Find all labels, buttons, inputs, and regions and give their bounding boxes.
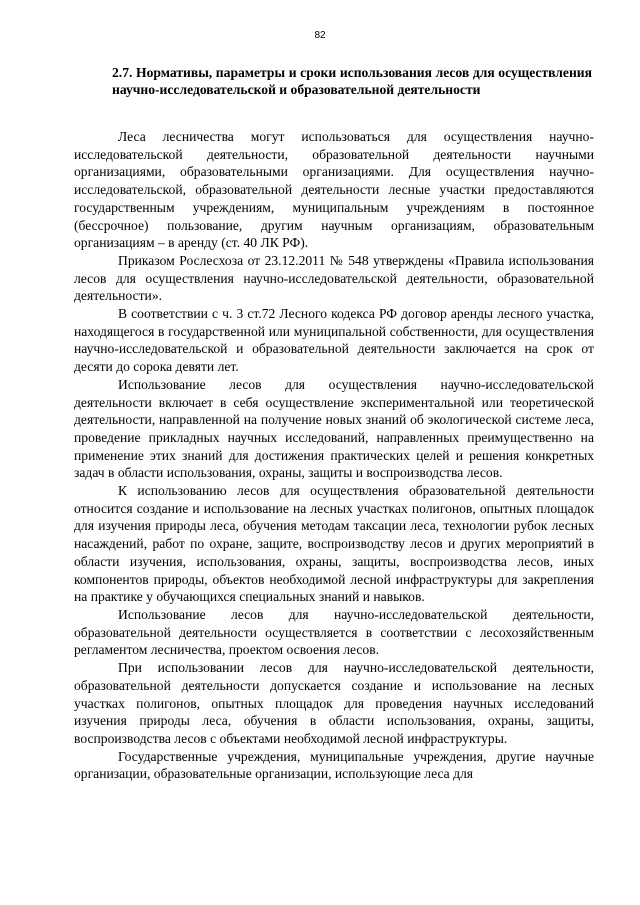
page-number: 82 (314, 30, 326, 41)
paragraph: При использовании лесов для научно-исследовательской деятельности, образовательной деятельности допускается создание и использование на лесных участках полигонов, опытных площадок для проведения научных исследований изучения природы леса, обучения в области использования, охраны, защиты, воспроизводства лесов с объектами необходимой лесной инфраструктуры. (74, 660, 594, 746)
paragraph: В соответствии с ч. 3 ст.72 Лесного кодекса РФ договор аренды лесного участка, находящегося в государственной или муниципальной собственности, для осуществления научно-исследовательской и образовательной деятельности заключается на срок от десяти до сорока девяти лет. (74, 306, 594, 375)
body-text (74, 128, 594, 783)
paragraph: Леса лесничества могут использоваться для осуществления научно-исследовательской деятельности, образовательной деятельности научными организациями, образовательными организациями. Для осуществления научно-исследовательской, образовательной деятельности лесные участки предоставляются государственным учреждениям, муниципальным учреждениям в постоянное (бессрочное) пользование, другим научным организациям, образовательным организациям – в аренду (ст. 40 ЛК РФ). (74, 129, 594, 251)
paragraph: Использование лесов для осуществления научно-исследовательской деятельности включает в себя осуществление экспериментальной или теоретической деятельности, направленной на получение новых знаний об экологической системе леса, проведение прикладных научных исследований, направленных преимущественно на применение этих знаний для достижения практических целей и решения конкретных задач в области использования, охраны, защиты и воспроизводства лесов. (74, 376, 594, 481)
paragraph: Государственные учреждения, муниципальные учреждения, другие научные организации, образовательные организации, использующие леса для (74, 748, 594, 782)
paragraph: К использованию лесов для осуществления образовательной деятельности относится создание и использование на лесных участках полигонов, опытных площадок для изучения природы леса, обучения методам таксации леса, технологии рубок лесных насаждений, работ по охране, защите, воспроизводству лесов и других мероприятий в области изучения, использования, охраны, защиты, воспроизводства лесов, иных компонентов природы, объектов необходимой лесной инфраструктуры для закрепления на практике у обучающихся специальных знаний и навыков. (74, 483, 594, 605)
paragraph: Использование лесов для научно-исследовательской деятельности, образовательной деятельности осуществляется в соответствии с лесохозяйственным регламентом лесничества, проектом освоения лесов. (74, 606, 594, 658)
section-heading: 2.7. Нормативы, параметры и сроки использования лесов для осуществления научно-исследовательской и образовательной деятельности (112, 65, 592, 97)
paragraph: Приказом Рослесхоза от 23.12.2011 № 548 утверждены «Правила использования лесов для осуществления научно-исследовательской деятельности, образовательной деятельности». (74, 252, 594, 304)
